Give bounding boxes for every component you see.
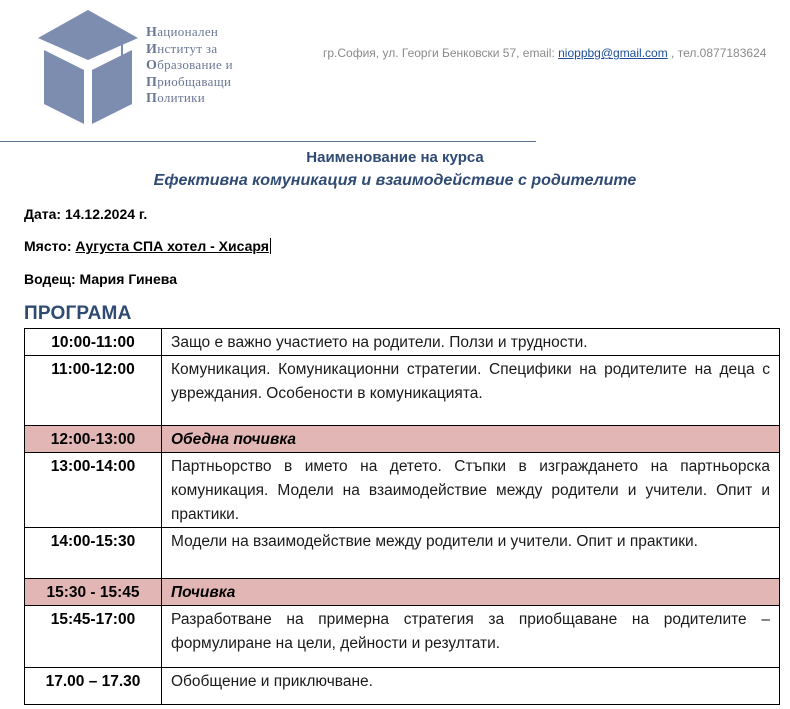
session-time: 10:00-11:00 xyxy=(25,329,162,356)
program-table xyxy=(24,328,780,705)
date-line xyxy=(24,206,147,222)
session-topic: Почивка xyxy=(162,579,780,606)
date-value: 14.12.2024 г. xyxy=(64,206,148,222)
table-row xyxy=(25,606,780,668)
date-label: Дата: xyxy=(24,206,65,222)
place-line xyxy=(24,238,271,254)
course-title: Ефективна комуникация и взаимодействие с родителите xyxy=(153,172,637,189)
session-topic: Обедна почивка xyxy=(162,426,780,453)
session-time: 12:00-13:00 xyxy=(25,426,162,453)
text-cursor xyxy=(270,238,271,254)
org-line-2: Институт за xyxy=(146,40,218,57)
session-time: 11:00-12:00 xyxy=(25,356,162,426)
course-heading: Наименование на курса xyxy=(306,149,484,166)
org-line-5: Политики xyxy=(146,90,205,106)
table-row-break xyxy=(25,426,780,453)
session-topic: Модели на взаимодействие между родители и учители. Опит и практики. xyxy=(162,528,780,579)
contact-info xyxy=(323,46,766,60)
session-time: 15:45-17:00 xyxy=(25,606,162,668)
institute-logo xyxy=(36,8,140,126)
organization-name xyxy=(146,24,233,107)
session-time: 17.00 – 17.30 xyxy=(25,668,162,705)
table-row xyxy=(25,668,780,705)
session-time: 15:30 - 15:45 xyxy=(25,579,162,606)
lead-label: Водещ: xyxy=(24,271,80,287)
session-topic: Разработване на примерна стратегия за приобщаване на родителите – формулиране на цели, дейности и резултати. xyxy=(162,606,780,668)
table-row-break xyxy=(25,579,780,606)
email-link[interactable]: nioppbg@gmail.com xyxy=(558,46,668,60)
table-row xyxy=(25,528,780,579)
table-row xyxy=(25,453,780,528)
lead-value: Мария Гинева xyxy=(79,271,177,287)
table-row xyxy=(25,356,780,426)
contact-address: гр.София, ул. Георги Бенковски 57, email: xyxy=(323,46,559,60)
session-time: 14:00-15:30 xyxy=(25,528,162,579)
org-line-3: Образование и xyxy=(146,57,233,73)
contact-phone: , тел.0877183624 xyxy=(667,46,767,60)
program-title: ПРОГРАМА xyxy=(24,303,132,324)
lead-line xyxy=(24,271,177,287)
session-topic: Партньорство в името на детето. Стъпки в изграждането на партньорска комуникация. Модели на взаимодействие между родители и учители. Опит и практики. xyxy=(162,453,780,528)
place-label: Място: xyxy=(24,238,76,254)
header-divider xyxy=(0,141,536,142)
org-line-4: Приобщаващи xyxy=(146,73,232,90)
session-topic: Обобщение и приключване. xyxy=(162,668,780,705)
session-time: 13:00-14:00 xyxy=(25,453,162,528)
session-topic: Защо е важно участието на родители. Ползи и трудности. xyxy=(162,329,780,356)
table-row xyxy=(25,329,780,356)
cube-left-face xyxy=(44,50,84,124)
session-topic: Комуникация. Комуникационни стратегии. Специфики на родителите на деца с увреждания. Особености в комуникацията. xyxy=(162,356,780,426)
place-value[interactable]: Аугуста СПА хотел - Хисаря xyxy=(75,238,269,254)
org-line-1: Национален xyxy=(146,24,219,40)
cube-right-face xyxy=(92,50,132,124)
